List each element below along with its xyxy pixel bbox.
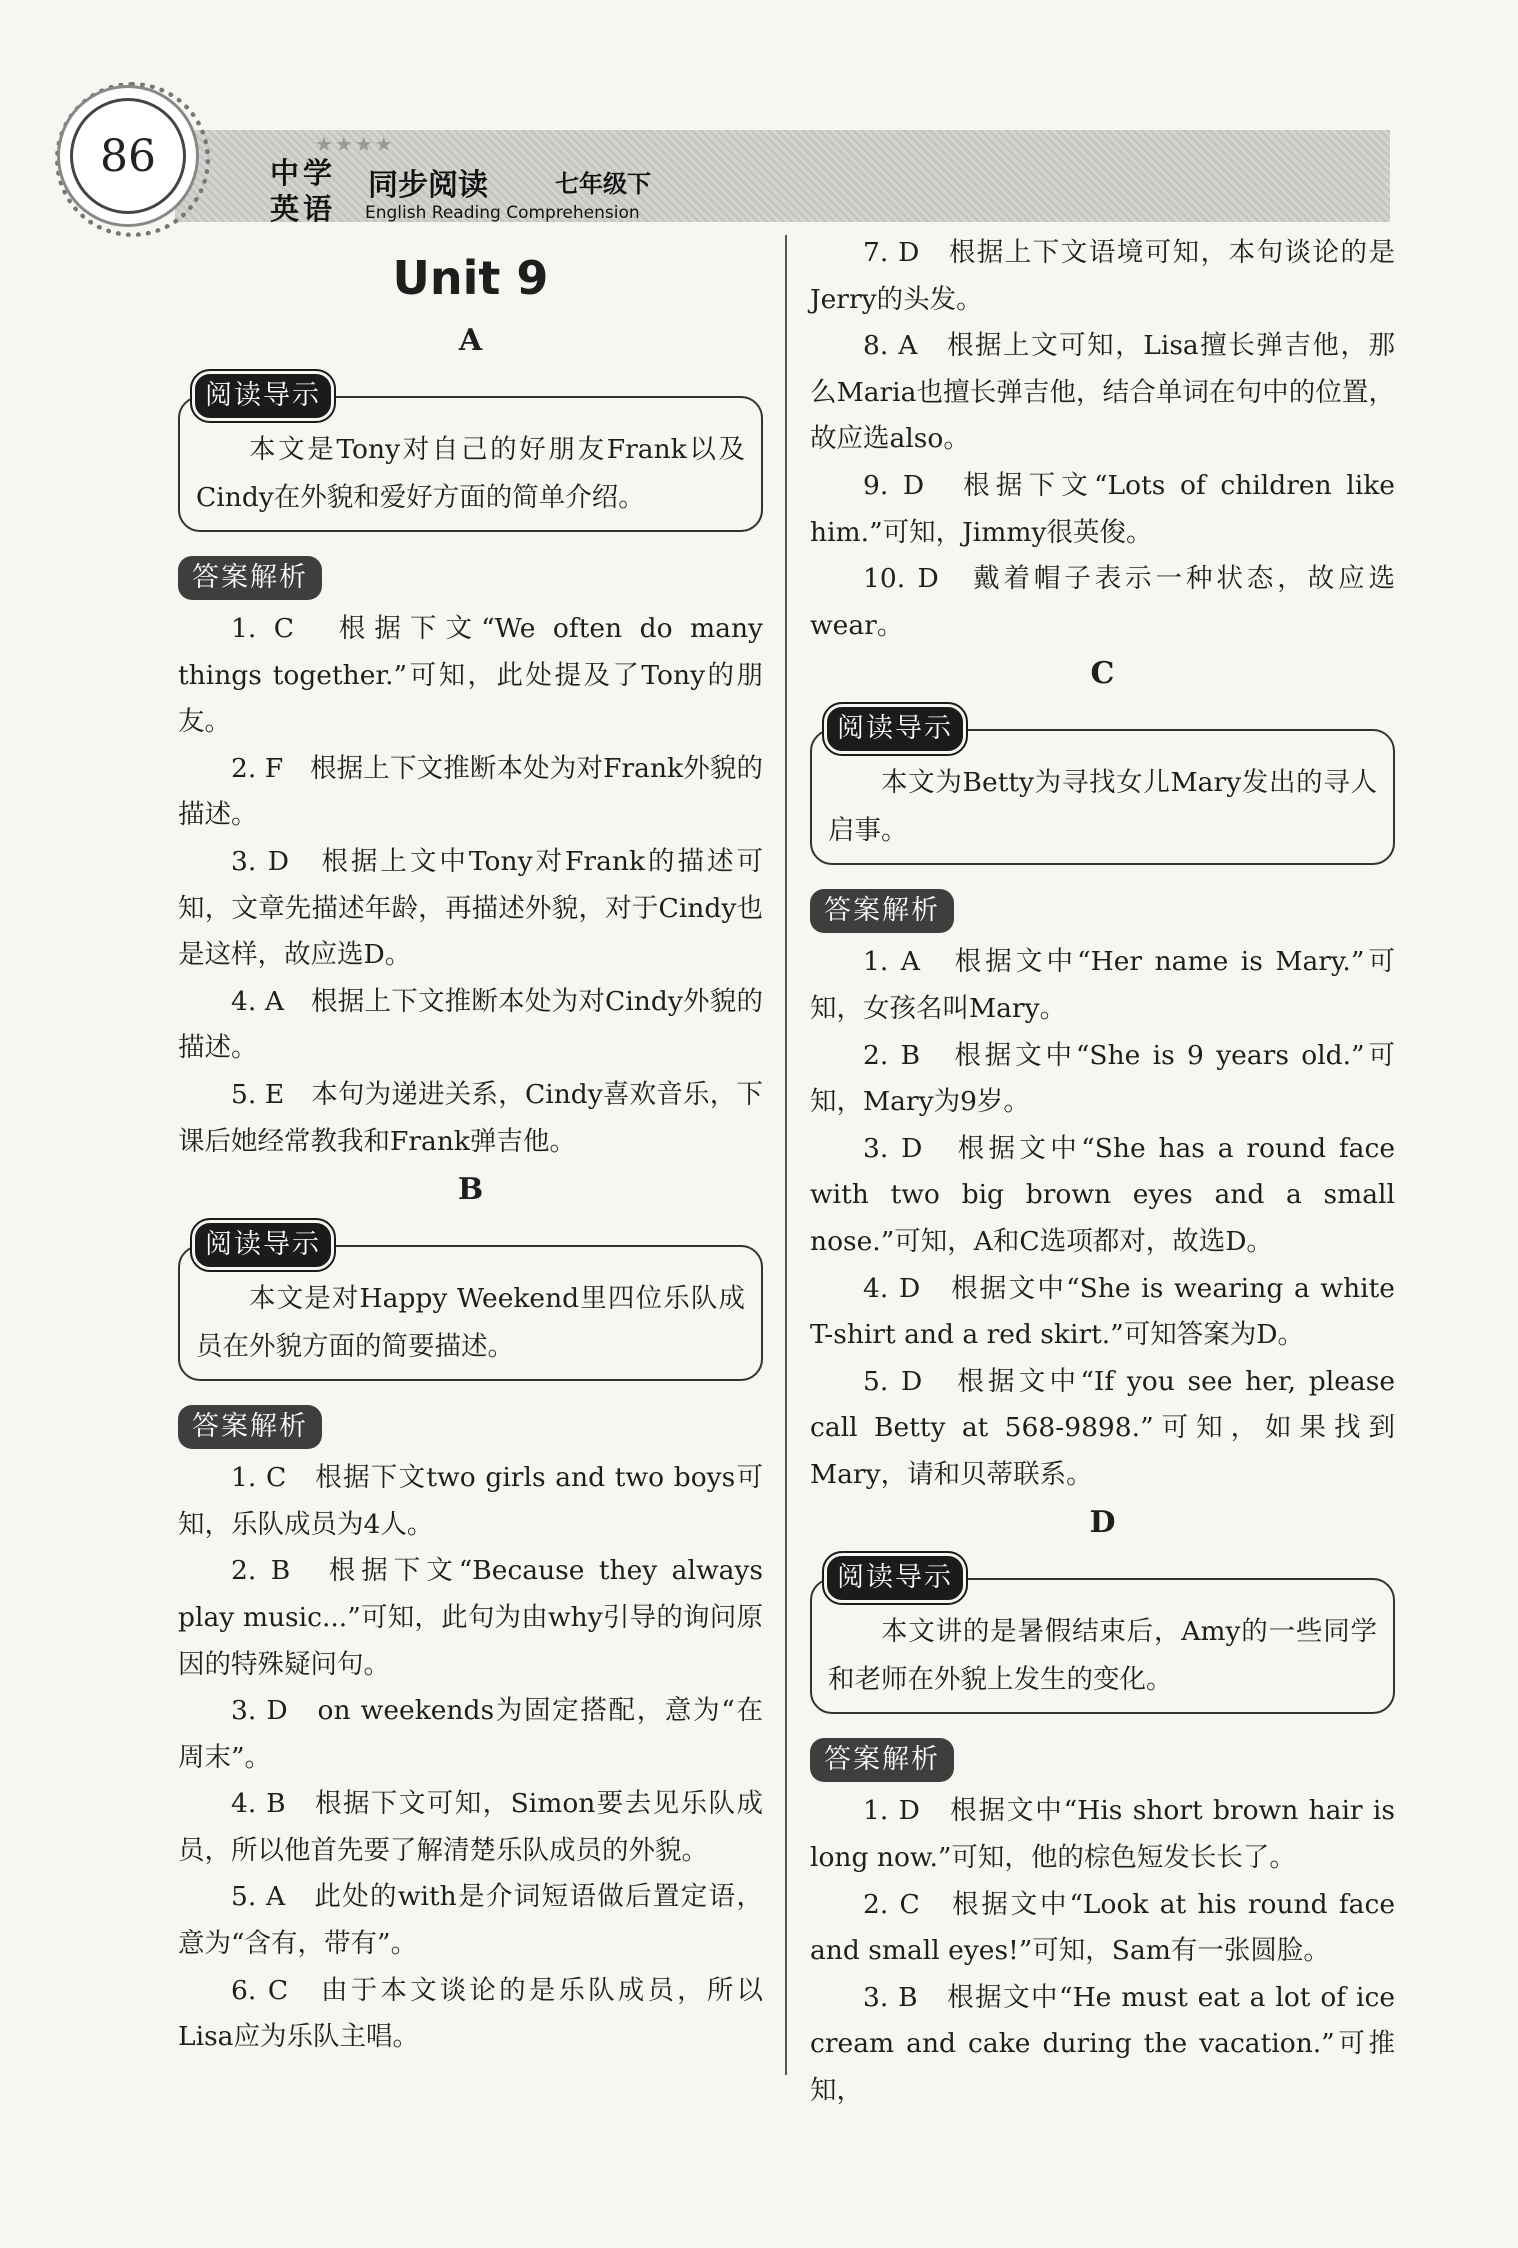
subject-line1: 中学 [270,156,337,190]
reading-guide-text: 本文是Tony对自己的好朋友Frank以及Cindy在外貌和爱好方面的简单介绍。 [196,434,745,513]
stars-icon: ★★★★ [315,132,395,156]
section-letter: C [1090,656,1115,692]
grade-label: 七年级下 [555,170,651,198]
answer-item: 3. D on weekends为固定搭配，意为“在周末”。 [178,1695,763,1773]
answer-item: 5. E 本句为递进关系，Cindy喜欢音乐，下课后她经常教我和Frank弹吉他。 [178,1078,763,1157]
reading-guide-text: 本文是对Happy Weekend里四位乐队成员在外貌方面的简要描述。 [196,1283,745,1363]
reading-guide-label: 阅读导示 [824,704,966,754]
answer-analysis-label: 答案解析 [178,556,322,600]
answer-item: 2. B 根据文中“She is 9 years old.”可知，Mary为9岁。 [810,1039,1395,1118]
answer-item: 3. D 根据文中“She has a round face with two big brown eyes and a small nose.”可知，A和C选项都对，故选D。 [810,1132,1395,1257]
answer-item: 2. F 根据上下文推断本处为对Frank外貌的描述。 [178,752,763,831]
answer-item: 1. D 根据文中“His short brown hair is long now.”可知，他的棕色短发长长了。 [810,1795,1395,1874]
left-column [178,230,763,2061]
section-c [810,649,1395,1498]
unit-title: Unit 9 [392,251,549,305]
book-title: 同步阅读 [368,168,488,203]
reading-guide-label: 阅读导示 [824,1553,966,1603]
answer-item: 5. A 此处的with是介词短语做后置定语，意为“含有，带有”。 [178,1881,763,1960]
english-subtitle: English Reading Comprehension [365,203,640,223]
answer-analysis-label: 答案解析 [810,889,954,933]
answer-item: 4. A 根据上下文推断本处为对Cindy外貌的描述。 [178,985,763,1064]
answer-analysis-label: 答案解析 [810,1738,954,1782]
section-b [178,1165,763,2061]
answer-item: 4. D 根据文中“She is wearing a white T-shirt and a red skirt.”可知答案为D。 [810,1272,1395,1351]
reading-guide-box [178,1229,763,1381]
section-letter: A [458,323,483,358]
section-a [178,316,763,1165]
subject-line2: 英语 [270,192,337,226]
answer-item: 8. A 根据上文可知，Lisa擅长弹吉他，那么Maria也擅长弹吉他，结合单词在句中的位置，故应选also。 [810,330,1395,455]
section-letter: D [1089,1505,1116,1541]
reading-guide-box [810,1562,1395,1714]
page-header [0,60,1518,226]
answer-item: 2. C 根据文中“Look at his round face and small eyes!”可知，Sam有一张圆脸。 [810,1888,1395,1967]
answer-item: 7. D 根据上下文语境可知，本句谈论的是Jerry的头发。 [810,237,1395,315]
section-letter: B [457,1172,484,1208]
section-d [810,1498,1395,2114]
page-number: 86 [100,130,156,182]
answer-analysis-label: 答案解析 [178,1405,322,1449]
answer-item: 4. B 根据下文可知，Simon要去见乐队成员，所以他首先要了解清楚乐队成员的外貌。 [178,1788,763,1866]
page-number-badge [70,98,186,214]
answer-item: 9. D 根据下文“Lots of children like him.”可知，Jimmy很英俊。 [810,469,1395,548]
reading-guide-box [178,380,763,532]
right-column [810,230,1395,2115]
answer-item: 6. C 由于本文谈论的是乐队成员，所以Lisa应为乐队主唱。 [178,1974,763,2053]
answer-item: 2. B 根据下文“Because they always play music...”可知，此句为由why引导的询问原因的特殊疑问句。 [178,1555,763,1680]
reading-guide-box [810,713,1395,865]
answer-item: 5. D 根据文中“If you see her, please call Betty at 568-9898.”可知，如果找到Mary，请和贝蒂联系。 [810,1365,1395,1490]
reading-guide-label: 阅读导示 [192,371,334,421]
reading-guide-text: 本文讲的是暑假结束后，Amy的一些同学和老师在外貌上发生的变化。 [828,1616,1377,1696]
reading-guide-label: 阅读导示 [192,1220,334,1270]
answer-item: 10. D 戴着帽子表示一种状态，故应选wear。 [810,563,1395,641]
subject-label [270,155,360,227]
answer-item: 1. A 根据文中“Her name is Mary.”可知，女孩名叫Mary。 [810,946,1395,1024]
answer-item: 3. D 根据上文中Tony对Frank的描述可知，文章先描述年龄，再描述外貌，对于Cindy也是这样，故应选D。 [178,845,763,971]
column-divider [785,235,787,2075]
answer-item: 1. C 根据下文“We often do many things together.”可知，此处提及了Tony的朋友。 [178,613,763,738]
answer-item: 1. C 根据下文two girls and two boys可知，乐队成员为4人。 [178,1462,763,1540]
answer-item: 3. B 根据文中“He must eat a lot of ice cream and cake during the vacation.”可推知， [810,1981,1395,2107]
reading-guide-text: 本文为Betty为寻找女儿Mary发出的寻人启事。 [828,767,1377,847]
